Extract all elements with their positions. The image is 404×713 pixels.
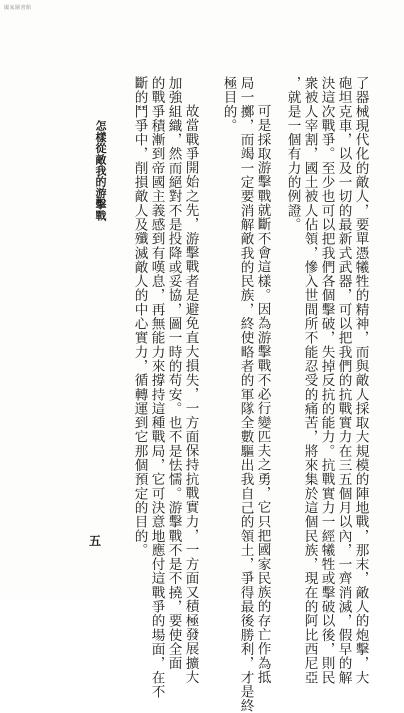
running-head: 怎樣從敵我的游擊戰: [94, 120, 107, 221]
text-column-10: 加強組織，然而絕對不是投降或妥協，圖一時的苟安。也不是怯懦。游擊戰不是不撓，要使全面: [165, 76, 182, 671]
text-column-3: 決這次戰爭。至少也可以把我們各個擊破，失掉反抗的能力。抗戰實力一經犧牲或擊破以後，則民: [318, 76, 335, 685]
text-column-9: 故當戰爭開始之先，游擊戰者是避免直大損失，一方面保持抗戰實力，一方面又積極發展擴大: [182, 104, 199, 685]
text-column-1: 了器械現代化的敵人，要單憑犧牲的精神，而與敵人採取大規模的陣地戰，那末，敵人的炮擊，大: [352, 76, 369, 685]
text-column-7: 局一擲，而竭一定要消解敵我的民族，終使略者的軍隊全數驅出我自己的領土，爭得最後勝利，才是終: [237, 76, 254, 713]
page-number: 五: [89, 534, 102, 548]
library-watermark: 國家圖書館: [4, 5, 32, 11]
text-column-5: ，就是一個有力的例證。: [284, 76, 301, 232]
text-column-4: 衆被人宰割，國土被人佔領，慘入世間所不能忍受的痛苦，將來集於這個民族，現在的阿比西尼亞: [301, 76, 318, 685]
text-column-8: 極目的。: [220, 76, 237, 133]
text-column-11: 的戰爭積漸到帝國主義感到有嘆息，再無能力來撐持這種戰局，它可決意地應付這戰爭的場面，在不: [148, 76, 165, 699]
text-column-12: 斷的鬥爭中，削損敵人及殲滅敵人的中心實力，循轉運到它那個預定的目的。: [131, 76, 148, 558]
text-column-2: 砲坦克車，以及一切的最新式武器，可以把我們的抗戰實力在三五個月以內，一齊消滅，假早的解: [335, 76, 352, 685]
text-column-6: 可是採取游擊戰就斷不會這樣。因為游擊戰不必行變匹夫之勇，它只把國家民族的存亡作為抵: [254, 104, 271, 685]
